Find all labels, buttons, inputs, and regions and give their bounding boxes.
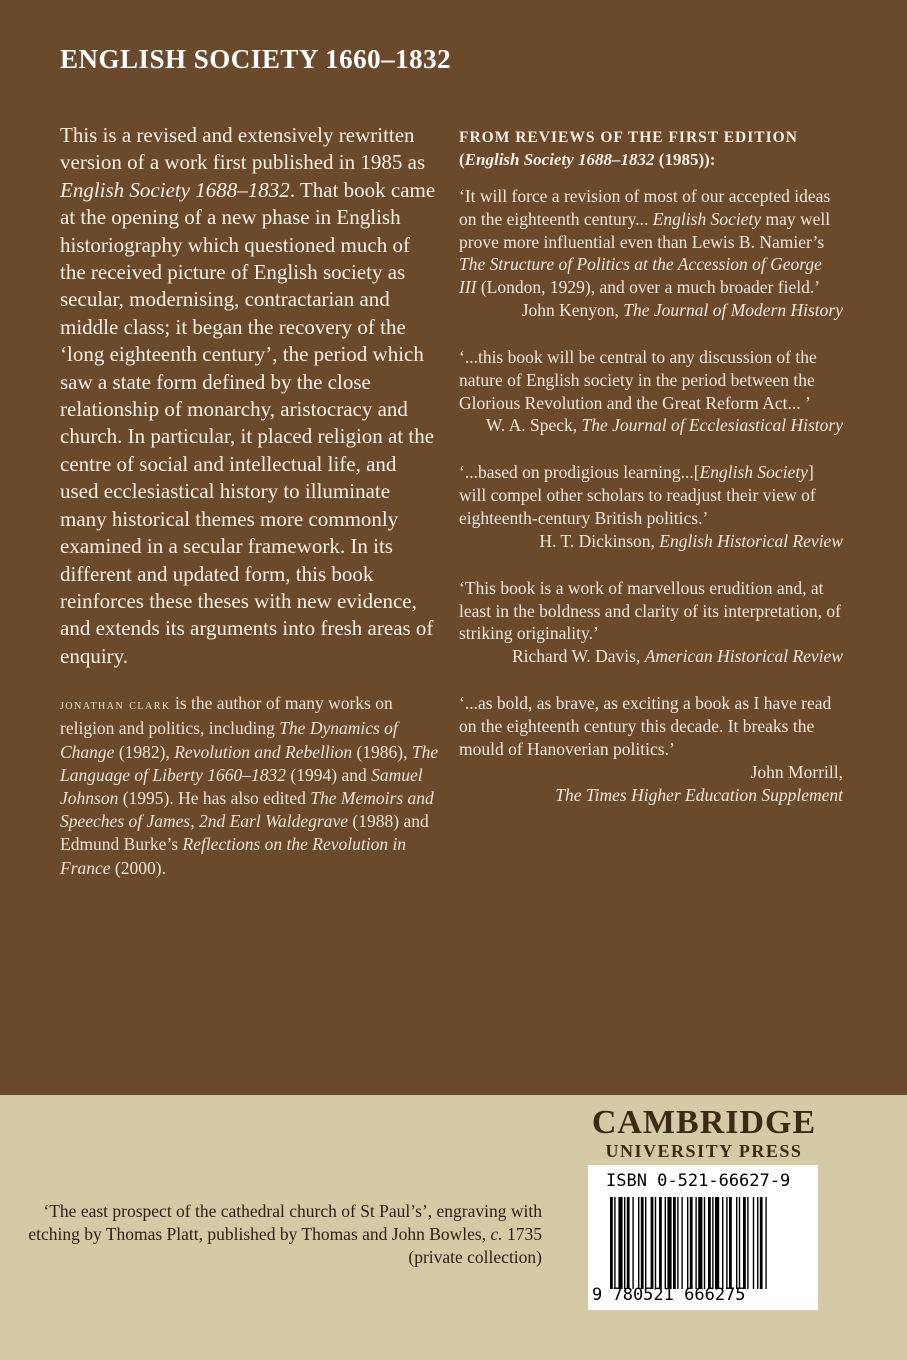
reviewer-name: Richard W. Davis, — [512, 646, 645, 667]
work-title: The Language of Liberty 1660–1832 — [60, 741, 439, 785]
barcode-icon — [610, 1197, 810, 1289]
author-bio-text: (1982), — [114, 741, 175, 762]
review-source: English Historical Review — [659, 530, 843, 551]
quote-text: ] will compel other scholars to readjust their view of eighteenth-century British politics.’ — [459, 462, 816, 528]
review-quote — [459, 346, 843, 414]
author-bio-text: (1988) and Edmund Burke’s — [60, 811, 429, 855]
cover-image-caption — [0, 1200, 542, 1269]
review-attribution — [459, 645, 843, 668]
quote-italic: The Structure of Politics at the Accession of George III — [459, 254, 822, 298]
work-title: The Memoirs and Speeches of James, 2nd Earl Waldegrave — [60, 787, 434, 832]
description-column — [60, 122, 440, 880]
quote-italic: English Society — [699, 462, 808, 483]
reviews-heading: FROM REVIEWS OF THE FIRST EDITION — [459, 129, 798, 146]
reviewer-name: H. T. Dickinson, — [539, 530, 660, 551]
review-attribution — [459, 761, 843, 807]
reviews-subheading-text: ( — [459, 150, 465, 169]
review-source: The Journal of Modern History — [623, 299, 843, 320]
caption-circa: c. — [490, 1224, 503, 1244]
review-quote — [459, 461, 843, 529]
review-item — [459, 185, 843, 322]
quote-text: may well prove more influential even than Lewis B. Namier’s — [459, 208, 831, 252]
quote-text: ‘This book is a work of marvellous erudition and, at least in the boldness and clarity of its interpretation, of striking originality.’ — [459, 577, 841, 644]
quote-text: (London, 1929), and over a much broader field.’ — [476, 277, 821, 298]
quote-italic: English Society — [652, 208, 762, 229]
review-quote — [459, 692, 843, 760]
blurb-text-1: This is a revised and extensively rewritten version of a work first published in 1985 as — [60, 123, 426, 175]
quote-text: ‘...based on prodigious learning...[ — [459, 462, 700, 483]
reviews-column — [459, 126, 843, 831]
book-blurb — [60, 122, 440, 670]
reviews-subheading — [459, 149, 843, 171]
barcode-panel — [588, 1165, 818, 1310]
review-source: American Historical Review — [644, 646, 843, 667]
reviews-subheading-text: (1985)): — [654, 150, 716, 169]
author-bio-text: is the author of many works on religion and politics, including — [60, 693, 393, 739]
review-source: The Times Higher Education Supplement — [555, 784, 843, 805]
publisher-logo — [588, 1106, 820, 1162]
reviewer-name: John Kenyon, — [521, 299, 624, 320]
review-quote — [459, 185, 843, 299]
review-item — [459, 577, 843, 668]
review-attribution — [459, 299, 843, 322]
book-title: ENGLISH SOCIETY 1660–1832 — [60, 44, 452, 74]
publisher-name: CAMBRIDGE — [591, 1104, 817, 1141]
review-attribution — [459, 414, 843, 437]
caption-text: 1735 (private collection) — [408, 1224, 542, 1267]
work-title: Reflections on the Revolution in France — [60, 834, 407, 878]
work-title: Revolution and Rebellion — [174, 741, 353, 762]
author-bio-text: (1986), — [352, 741, 412, 762]
review-quote — [459, 577, 843, 645]
isbn-number: ISBN 0-521-66627-9 — [606, 1171, 791, 1191]
author-bio — [60, 692, 440, 880]
blurb-italic-title: English Society 1688–1832 — [60, 177, 290, 202]
quote-text: ‘...as bold, as brave, as exciting a book as I have read on the eighteenth century this decade. It breaks the mould of Hanoverian politics.’ — [459, 693, 832, 759]
author-bio-text: (2000). — [110, 857, 166, 878]
blurb-text-2: . That book came at the opening of a new phase in English historiography which questioned much of the received picture of English society as secular, modernising, contractarian and middle class; it began the recovery of the ‘long eighteenth century’, the period which saw a state form defined by the close relationship of monarchy, aristocracy and church. In particular, it placed religion at the centre of social and intellectual life, and used ecclesiastical history to illuminate many historical themes more commonly examined in a secular framework. In its different and updated form, this book reinforces these theses with new evidence, and extends its arguments into fresh areas of enquiry. — [60, 177, 436, 668]
author-bio-text: (1995). He has also edited — [118, 787, 311, 808]
review-item — [459, 461, 843, 552]
ean-number: 9 780521 666275 — [592, 1285, 746, 1305]
quote-text: ‘It will force a revision of most of our accepted ideas on the eighteenth century... — [459, 186, 831, 229]
review-item — [459, 692, 843, 806]
publisher-subname: UNIVERSITY PRESS — [605, 1141, 803, 1161]
review-item — [459, 346, 843, 437]
quote-text: ‘...this book will be central to any discussion of the nature of English society in the period between the Glorious Revolution and the Great Reform Act... ’ — [459, 346, 817, 413]
work-title: The Dynamics of Change — [60, 718, 398, 762]
reviews-subheading-title: English Society 1688–1832 — [464, 150, 655, 169]
review-source: The Journal of Ecclesiastical History — [581, 415, 843, 436]
author-bio-text: (1994) and — [286, 764, 372, 785]
reviewer-name: John Morrill, — [750, 761, 843, 782]
reviewer-name: W. A. Speck, — [485, 415, 582, 436]
author-name: jonathan clark — [60, 698, 171, 714]
review-attribution — [459, 530, 843, 553]
caption-text: ‘The east prospect of the cathedral church of St Paul’s’, engraving with etching by Thomas Platt, published by Thomas and John Bowles, — [28, 1201, 542, 1244]
work-title: Samuel Johnson — [60, 764, 423, 808]
